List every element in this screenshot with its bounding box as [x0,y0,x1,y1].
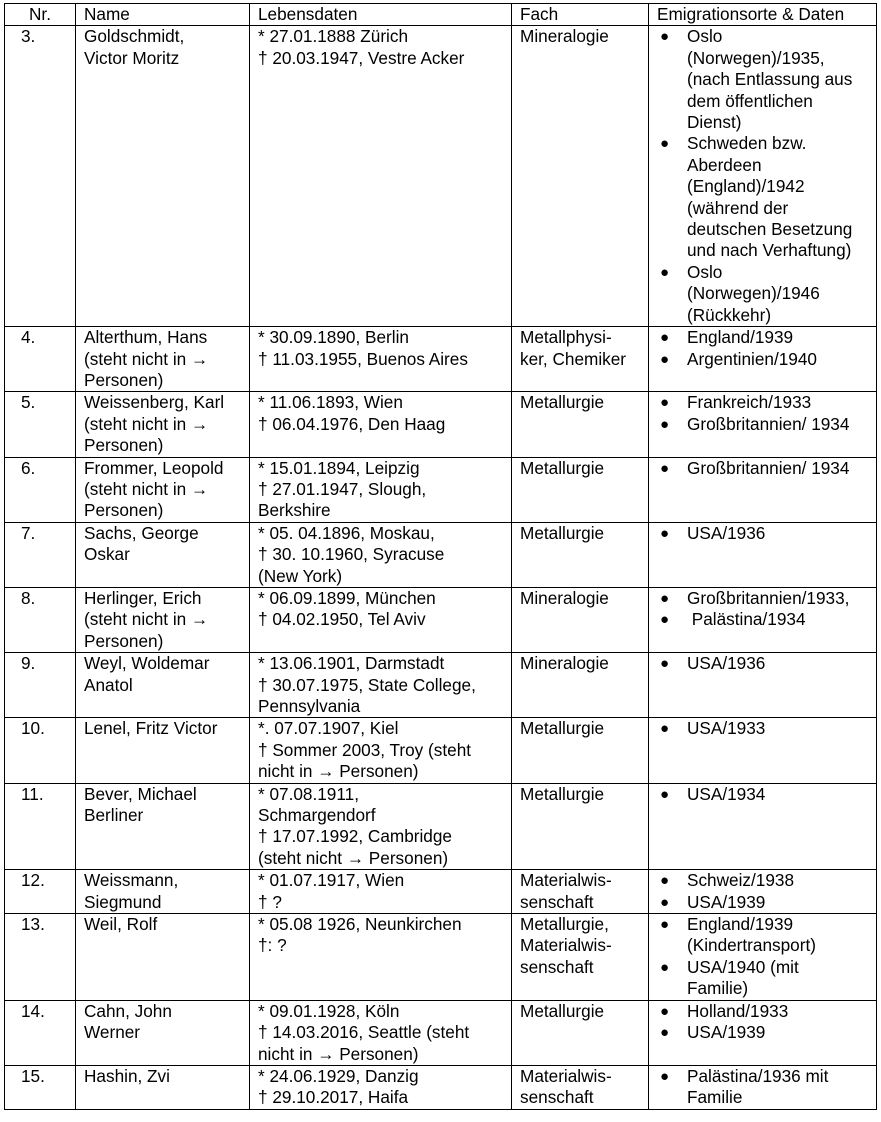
cell-lebensdaten-line: † 17.07.1992, Cambridge [258,826,452,847]
emigration-item [657,653,872,674]
cell-emigration [649,392,877,457]
emigration-item [657,870,872,891]
cell-lebensdaten [250,587,512,652]
emigration-item [657,458,872,479]
cell-lebensdaten-line: † ? [258,891,282,912]
cell-lebensdaten-line: † 20.03.1947, Vestre Acker [258,47,465,68]
cell-fach-line: Mineralogie [520,587,609,608]
cell-fach-line: Metallurgie [520,522,605,543]
cell-emigration [649,870,877,914]
emigration-line: USA/1934 [687,783,766,804]
emigration-line: USA/1939 [687,891,766,912]
cell-nr: 4. [5,327,76,392]
cell-lebensdaten-line: * 13.06.1901, Darmstadt [258,653,445,674]
cell-name-line: Weissenberg, Karl [84,392,225,413]
cell-lebensdaten-line: * 05. 04.1896, Moskau, [258,522,435,543]
cell-name-line: Bever, Michael [84,783,197,804]
emigration-item [657,26,872,133]
emigration-item [657,914,872,957]
cell-name [76,653,250,718]
cell-name [76,783,250,870]
cell-lebensdaten [250,457,512,522]
cell-emigration [649,914,877,1001]
cell-fach-line: senschaft [520,1087,594,1108]
cell-name-line: (steht nicht in → [84,478,209,499]
cell-nr: 7. [5,522,76,587]
emigration-line: USA/1939 [687,1022,766,1043]
cell-name-line: Personen) [84,500,164,521]
header-name: Name [76,4,250,26]
cell-emigration [649,587,877,652]
cell-emigration [649,718,877,783]
bullet-icon: ● [660,611,670,629]
cell-name [76,1000,250,1065]
emigration-line: Palästina/1934 [687,609,806,630]
bullet-icon: ● [660,720,670,738]
cell-name-line: Hashin, Zvi [84,1065,170,1086]
cell-nr: 5. [5,392,76,457]
cell-emigration [649,653,877,718]
emigration-item [657,523,872,544]
bullet-icon: ● [660,893,670,911]
emigration-item [657,892,872,913]
cell-lebensdaten-line: † 30. 10.1960, Syracuse [258,544,445,565]
emigration-table [4,3,877,1110]
cell-name [76,522,250,587]
emigration-list [657,458,872,479]
table-row [5,457,877,522]
cell-emigration [649,1000,877,1065]
emigration-line: USA/1933 [687,718,766,739]
header-nr: Nr. [5,4,76,26]
bullet-icon: ● [660,329,670,347]
cell-name [76,1065,250,1109]
cell-name-line: Personen) [84,369,164,390]
emigration-list [657,1001,872,1044]
cell-lebensdaten-line: † 29.10.2017, Haifa [258,1087,409,1108]
cell-lebensdaten-line: * 15.01.1894, Leipzig [258,457,420,478]
cell-lebensdaten-line: † Sommer 2003, Troy (steht [258,739,472,760]
cell-nr: 11. [5,783,76,870]
cell-lebensdaten [250,914,512,1001]
header-lebensdaten: Lebensdaten [250,4,512,26]
cell-emigration [649,522,877,587]
cell-name [76,392,250,457]
emigration-line: USA/1940 (mit [687,956,799,977]
cell-lebensdaten-line: * 27.01.1888 Zürich [258,26,409,47]
header-row [5,4,877,26]
emigration-list [657,784,872,805]
cell-lebensdaten [250,783,512,870]
cell-lebensdaten-line: * 24.06.1929, Danzig [258,1065,419,1086]
emigration-list [657,523,872,544]
emigration-item [657,718,872,739]
emigration-item [657,609,872,630]
cell-fach [512,783,649,870]
cell-fach [512,870,649,914]
cell-fach [512,26,649,327]
cell-lebensdaten [250,26,512,327]
bullet-icon: ● [660,589,670,607]
cell-lebensdaten [250,392,512,457]
emigration-line: Großbritannien/ 1934 [687,413,850,434]
emigration-line: und nach Verhaftung) [687,240,852,261]
cell-lebensdaten-line: * 06.09.1899, München [258,587,436,608]
cell-name [76,587,250,652]
emigration-line: Familie [687,1087,743,1108]
cell-lebensdaten-line: Pennsylvania [258,696,361,716]
cell-lebensdaten-line: nicht in → Personen) [258,1043,419,1064]
bullet-icon: ● [660,958,670,976]
cell-name-line: Sachs, George [84,522,199,543]
bullet-icon: ● [660,415,670,433]
cell-nr: 14. [5,1000,76,1065]
bullet-icon: ● [660,28,670,46]
cell-fach-line: Materialwis- [520,935,612,956]
cell-fach-line: Mineralogie [520,26,609,47]
table-row [5,327,877,392]
cell-name-line: Berliner [84,805,144,826]
cell-name [76,457,250,522]
cell-fach-line: Metallurgie [520,392,605,413]
emigration-item [657,1066,872,1109]
cell-emigration [649,1065,877,1109]
table-row [5,653,877,718]
emigration-list [657,327,872,370]
cell-name [76,26,250,327]
table-row [5,783,877,870]
emigration-line: Palästina/1936 mit [687,1065,829,1086]
emigration-item [657,133,872,261]
cell-emigration [649,26,877,327]
emigration-list [657,26,872,326]
cell-fach-line: Mineralogie [520,653,609,674]
cell-lebensdaten-line: † 27.01.1947, Slough, [258,478,427,499]
table-row [5,1065,877,1109]
emigration-line: dem öffentlichen [687,90,813,111]
emigration-line: USA/1936 [687,522,766,543]
emigration-line: USA/1936 [687,653,766,674]
emigration-item [657,588,872,609]
cell-nr: 8. [5,587,76,652]
cell-lebensdaten [250,718,512,783]
bullet-icon: ● [660,524,670,542]
cell-nr: 9. [5,653,76,718]
cell-name-line: (steht nicht in → [84,609,209,630]
cell-name-line: Siegmund [84,891,162,912]
cell-name-line: Herlinger, Erich [84,587,202,608]
bullet-icon: ● [660,394,670,412]
emigration-line: Familie) [687,978,749,999]
table-row [5,26,877,327]
table-row [5,522,877,587]
cell-lebensdaten-line: * 11.06.1893, Wien [258,392,403,413]
table-body [5,26,877,1109]
emigration-item [657,414,872,435]
cell-lebensdaten [250,522,512,587]
cell-lebensdaten-line: (steht nicht → Personen) [258,847,449,868]
bullet-icon: ● [660,350,670,368]
cell-name-line: Frommer, Leopold [84,457,224,478]
cell-name-line: (steht nicht in → [84,413,209,434]
cell-nr: 13. [5,914,76,1001]
table-row [5,1000,877,1065]
emigration-line: Dienst) [687,112,742,133]
cell-fach [512,327,649,392]
emigration-line: Frankreich/1933 [687,392,812,413]
cell-lebensdaten-line: *. 07.07.1907, Kiel [258,718,399,739]
cell-nr: 10. [5,718,76,783]
cell-nr: 3. [5,26,76,327]
cell-name-line: Lenel, Fritz Victor [84,718,218,739]
bullet-icon: ● [660,1002,670,1020]
cell-name-line: Cahn, John [84,1000,172,1021]
cell-name [76,914,250,1001]
emigration-line: (Norwegen)/1946 [687,283,820,304]
emigration-list [657,588,872,631]
cell-nr: 6. [5,457,76,522]
bullet-icon: ● [660,1067,670,1085]
table-row [5,870,877,914]
emigration-line: Schweden bzw. [687,133,807,154]
emigration-item [657,1001,872,1022]
header-fach: Fach [512,4,649,26]
emigration-line: Aberdeen [687,154,762,175]
cell-lebensdaten [250,870,512,914]
bullet-icon: ● [660,263,670,281]
emigration-line: (Rückkehr) [687,304,772,325]
cell-name-line: Alterthum, Hans [84,327,208,348]
emigration-line: Holland/1933 [687,1000,789,1021]
emigration-line: deutschen Besetzung [687,219,853,240]
cell-lebensdaten-line: † 04.02.1950, Tel Aviv [258,609,426,630]
cell-lebensdaten-line: † 06.04.1976, Den Haag [258,413,446,434]
cell-lebensdaten [250,653,512,718]
cell-nr: 15. [5,1065,76,1109]
cell-lebensdaten-line: * 07.08.1911, [258,783,359,804]
bullet-icon: ● [660,655,670,673]
cell-lebensdaten-line: Berkshire [258,500,331,521]
emigration-list [657,392,872,435]
cell-name [76,327,250,392]
cell-fach-line: Materialwis- [520,870,612,891]
emigration-line: Schweiz/1938 [687,870,795,891]
cell-fach-line: Metallurgie [520,1000,605,1021]
emigration-line: Großbritannien/1933, [687,587,850,608]
cell-name-line: Weyl, Woldemar [84,653,210,674]
cell-fach-line: Metallurgie, [520,914,609,935]
emigration-item [657,327,872,348]
cell-fach [512,457,649,522]
cell-name [76,718,250,783]
cell-fach [512,914,649,1001]
document-page [4,3,877,1110]
emigration-item [657,1022,872,1043]
bullet-icon: ● [660,1024,670,1042]
table-row [5,914,877,1001]
emigration-line: England/1939 [687,914,794,935]
cell-name-line: Werner [84,1022,141,1043]
cell-fach [512,1000,649,1065]
table-row [5,718,877,783]
cell-name-line: Weil, Rolf [84,914,158,935]
cell-fach [512,392,649,457]
cell-name-line: (steht nicht in → [84,348,209,369]
cell-lebensdaten-line: † 11.03.1955, Buenos Aires [258,348,468,369]
cell-name [76,870,250,914]
cell-lebensdaten-line: * 01.07.1917, Wien [258,870,405,891]
cell-fach-line: Metallphysi- [520,327,612,348]
emigration-line: (während der [687,197,789,218]
cell-name-line: Victor Moritz [84,47,180,68]
cell-lebensdaten-line: †: ? [258,935,287,956]
emigration-list [657,870,872,913]
table-row [5,587,877,652]
emigration-item [657,784,872,805]
cell-fach [512,522,649,587]
cell-lebensdaten [250,1065,512,1109]
emigration-line: England/1939 [687,327,794,348]
cell-fach-line: Metallurgie [520,457,605,478]
emigration-list [657,914,872,1000]
cell-name-line: Personen) [84,630,164,651]
emigration-item [657,262,872,326]
emigration-list [657,1066,872,1109]
emigration-list [657,653,872,674]
cell-fach-line: Metallurgie [520,718,605,739]
cell-fach-line: senschaft [520,956,594,977]
emigration-line: (England)/1942 [687,176,805,197]
emigration-item [657,392,872,413]
cell-lebensdaten [250,1000,512,1065]
cell-emigration [649,783,877,870]
emigration-line: Großbritannien/ 1934 [687,457,850,478]
cell-name-line: Weissmann, [84,870,179,891]
cell-lebensdaten-line: † 30.07.1975, State College, [258,674,476,695]
bullet-icon: ● [660,135,670,153]
cell-lebensdaten-line: * 09.01.1928, Köln [258,1000,400,1021]
cell-lebensdaten-line: † 14.03.2016, Seattle (steht [258,1022,470,1043]
emigration-line: Oslo [687,26,723,47]
cell-lebensdaten-line: nicht in → Personen) [258,761,419,782]
bullet-icon: ● [660,916,670,934]
emigration-item [657,349,872,370]
cell-lebensdaten-line: (New York) [258,565,343,586]
cell-fach [512,718,649,783]
emigration-line: Oslo [687,261,723,282]
cell-fach [512,653,649,718]
emigration-line: (Kindertransport) [687,935,816,956]
header-emigration: Emigrationsorte & Daten [649,4,877,26]
emigration-line: (nach Entlassung aus [687,69,853,90]
table-row [5,392,877,457]
bullet-icon: ● [660,459,670,477]
cell-name-line: Anatol [84,674,133,695]
cell-fach-line: Metallurgie [520,783,605,804]
cell-lebensdaten-line: * 30.09.1890, Berlin [258,327,409,348]
cell-fach [512,1065,649,1109]
cell-fach-line: Materialwis- [520,1065,612,1086]
cell-name-line: Oskar [84,544,130,565]
cell-lebensdaten-line: * 05.08 1926, Neunkirchen [258,914,462,935]
emigration-line: (Norwegen)/1935, [687,47,825,68]
cell-fach-line: ker, Chemiker [520,348,627,369]
cell-lebensdaten [250,327,512,392]
cell-lebensdaten-line: Schmargendorf [258,805,376,826]
emigration-item [657,957,872,1000]
emigration-line: Argentinien/1940 [687,348,817,369]
cell-name-line: Personen) [84,435,164,456]
cell-nr: 12. [5,870,76,914]
cell-name-line: Goldschmidt, [84,26,185,47]
cell-emigration [649,457,877,522]
emigration-list [657,718,872,739]
cell-fach-line: senschaft [520,891,594,912]
cell-emigration [649,327,877,392]
bullet-icon: ● [660,872,670,890]
bullet-icon: ● [660,785,670,803]
cell-fach [512,587,649,652]
